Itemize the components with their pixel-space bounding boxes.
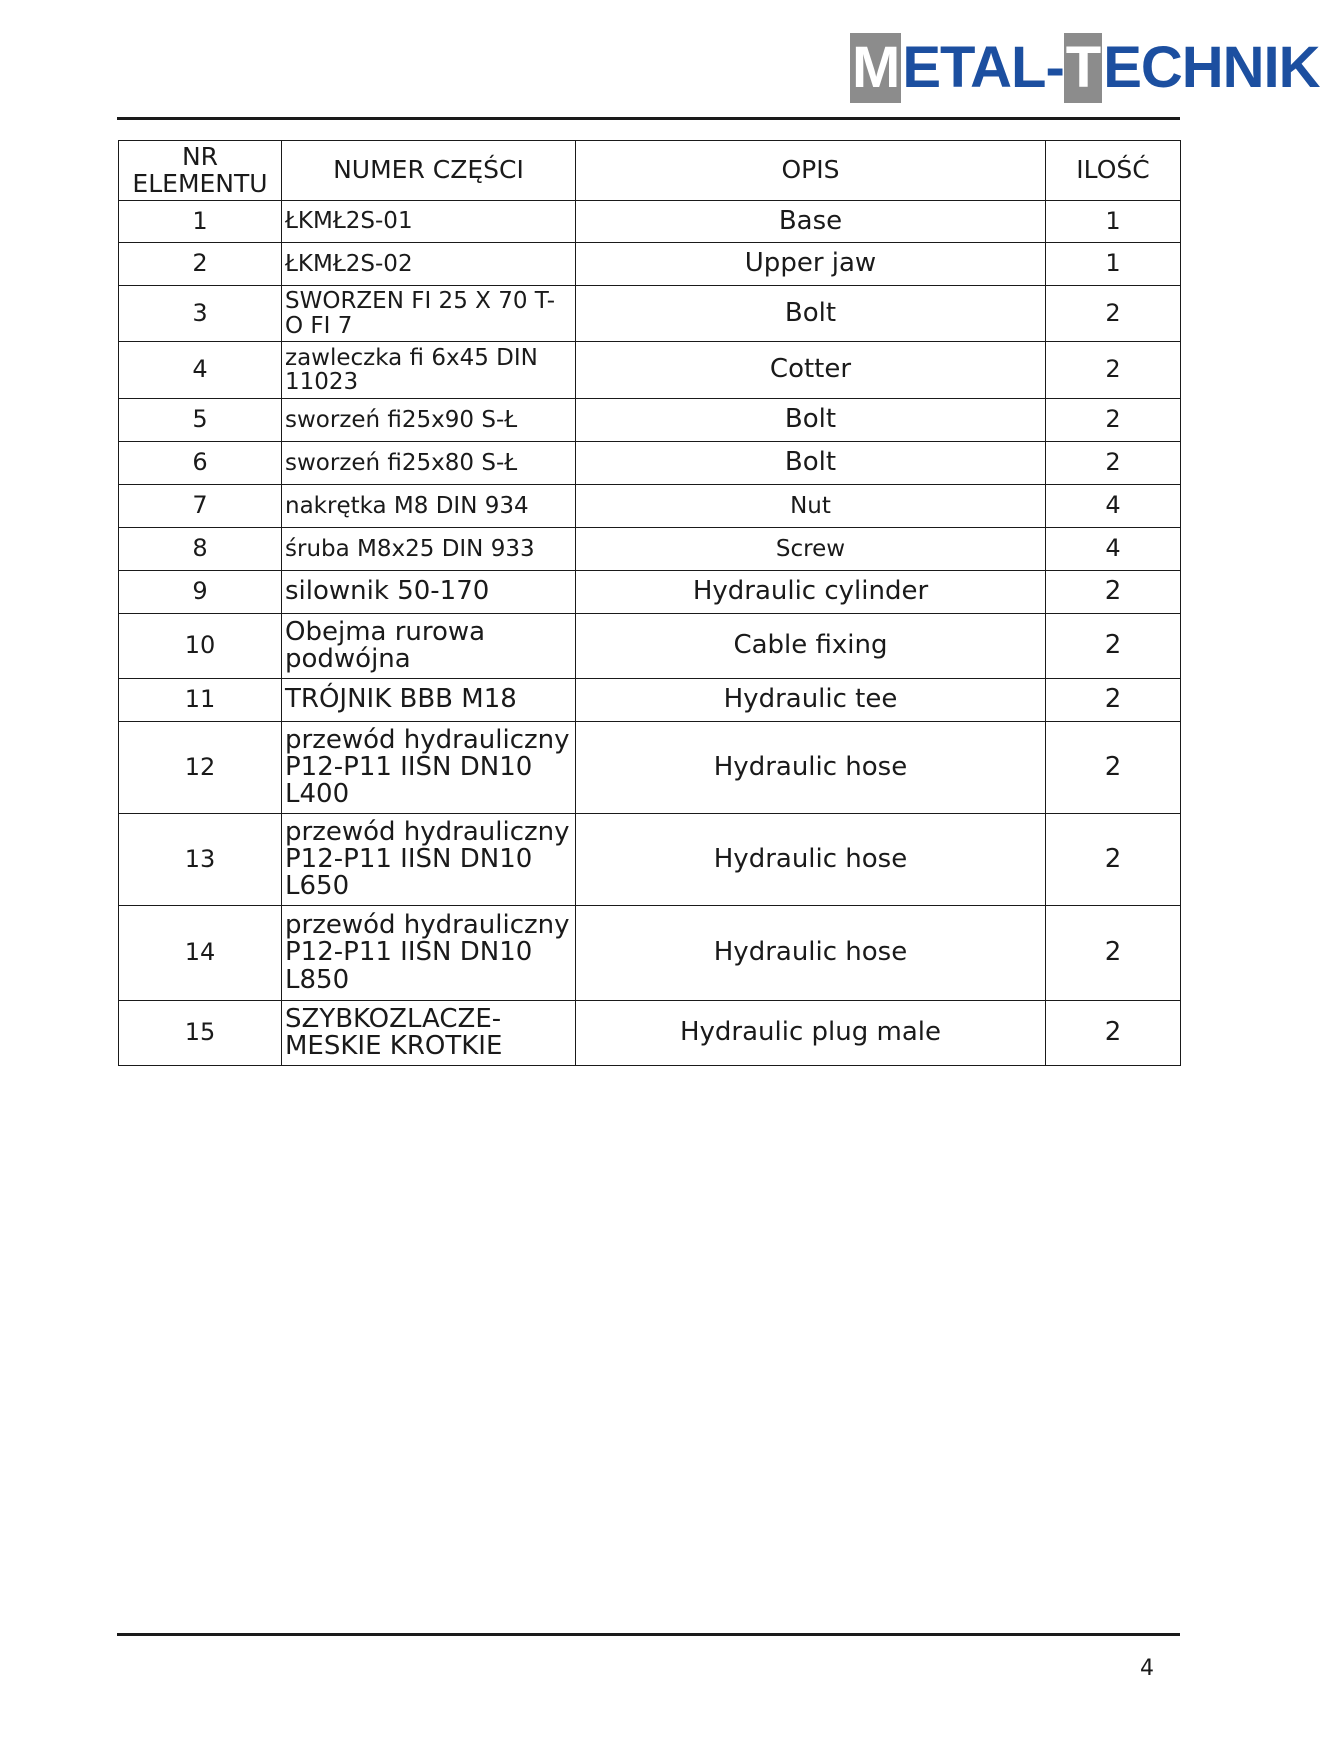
column-header-description: OPIS [576,141,1046,201]
row-number: 11 [119,679,282,722]
part-number: Obejma rurowa podwójna [282,614,576,679]
row-number: 9 [119,571,282,614]
table-row [119,286,1181,342]
column-header-quantity: ILOŚĆ [1046,141,1181,201]
page-number: 4 [1140,1656,1154,1681]
part-description: Hydraulic tee [576,679,1046,722]
table-row [119,722,1181,814]
column-header-nr: NR ELEMENTU [119,141,282,201]
part-number: przewód hydrauliczny P12-P11 IISN DN10 L650 [282,814,576,906]
table-row [119,342,1181,399]
part-description: Cable fixing [576,614,1046,679]
table-row [119,528,1181,571]
table-row [119,614,1181,679]
table-row [119,201,1181,243]
part-description: Base [576,201,1046,243]
part-description: Hydraulic plug male [576,1001,1046,1066]
row-number: 15 [119,1001,282,1066]
quantity: 2 [1046,679,1181,722]
row-number: 3 [119,286,282,342]
part-number: przewód hydrauliczny P12-P11 IISN DN10 L850 [282,906,576,1001]
quantity: 4 [1046,528,1181,571]
table-row [119,906,1181,1001]
quantity: 2 [1046,571,1181,614]
table-row [119,442,1181,485]
row-number: 4 [119,342,282,399]
part-number: ŁKMŁ2S-02 [282,243,576,286]
table-row [119,571,1181,614]
footer-divider [117,1633,1180,1636]
logo-text-etal: ETAL- [902,35,1064,100]
quantity: 2 [1046,1001,1181,1066]
quantity: 2 [1046,722,1181,814]
part-number: nakrętka M8 DIN 934 [282,485,576,528]
table-row [119,1001,1181,1066]
logo-letter-t: T [1064,33,1102,103]
part-number: TRÓJNIK BBB M18 [282,679,576,722]
quantity: 2 [1046,342,1181,399]
header-divider [117,117,1180,120]
part-description: Upper jaw [576,243,1046,286]
part-description: Bolt [576,399,1046,442]
part-description: Hydraulic hose [576,722,1046,814]
row-number: 5 [119,399,282,442]
row-number: 8 [119,528,282,571]
quantity: 1 [1046,243,1181,286]
table-row [119,399,1181,442]
table-header-row [119,141,1181,201]
part-description: Bolt [576,442,1046,485]
quantity: 2 [1046,814,1181,906]
parts-table [118,140,1181,1066]
quantity: 2 [1046,399,1181,442]
part-number: przewód hydrauliczny P12-P11 IISN DN10 L400 [282,722,576,814]
column-header-part-number: NUMER CZĘŚCI [282,141,576,201]
logo-text-echnik: ECHNIK [1103,35,1320,100]
part-description: Hydraulic cylinder [576,571,1046,614]
part-description: Hydraulic hose [576,906,1046,1001]
part-description: Bolt [576,286,1046,342]
logo-letter-m: M [850,33,901,103]
part-number: silownik 50-170 [282,571,576,614]
table-row [119,814,1181,906]
part-number: ŁKMŁ2S-01 [282,201,576,243]
part-description: Nut [576,485,1046,528]
row-number: 13 [119,814,282,906]
table-row [119,485,1181,528]
part-number: śruba M8x25 DIN 933 [282,528,576,571]
row-number: 10 [119,614,282,679]
part-description: Hydraulic hose [576,814,1046,906]
part-number: sworzeń fi25x90 S-Ł [282,399,576,442]
table-row [119,243,1181,286]
quantity: 2 [1046,286,1181,342]
row-number: 7 [119,485,282,528]
part-description: Screw [576,528,1046,571]
row-number: 2 [119,243,282,286]
row-number: 1 [119,201,282,243]
quantity: 2 [1046,614,1181,679]
part-number: zawleczka fi 6x45 DIN 11023 [282,342,576,399]
quantity: 2 [1046,442,1181,485]
row-number: 6 [119,442,282,485]
company-logo [850,30,1320,106]
part-number: sworzeń fi25x80 S-Ł [282,442,576,485]
row-number: 12 [119,722,282,814]
row-number: 14 [119,906,282,1001]
table-row [119,679,1181,722]
quantity: 1 [1046,201,1181,243]
part-number: SZYBKOZLACZE-MESKIE KROTKIE [282,1001,576,1066]
quantity: 4 [1046,485,1181,528]
part-description: Cotter [576,342,1046,399]
part-number: SWORZEN FI 25 X 70 T-O FI 7 [282,286,576,342]
quantity: 2 [1046,906,1181,1001]
